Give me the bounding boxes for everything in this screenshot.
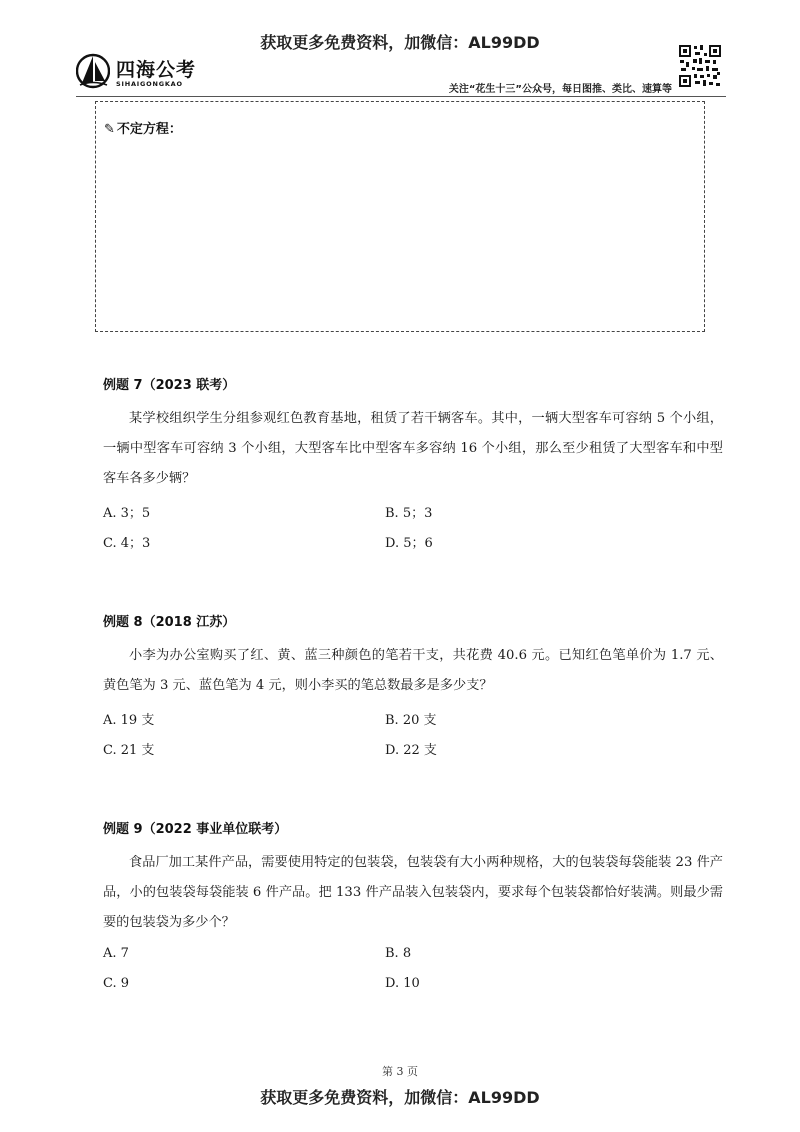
question-stem: 食品厂加工某件产品，需要使用特定的包装袋，包装袋有大小两种规格，大的包装袋每袋能装 23 件产品，小的包装袋每袋能装 6 件产品。把 133 件产品装入包装袋内，要求每个包装袋都恰好装满。则最少需要的包装袋为多少个？ (103, 855, 723, 930)
top-promo-banner: 获取更多免费资料，加微信：AL99DD (260, 33, 540, 52)
sail-logo-icon (76, 52, 110, 90)
note-box-label: 不定方程： (116, 122, 182, 137)
option-d: D. 22 支 (385, 743, 437, 758)
option-b: B. 5；3 (385, 506, 433, 521)
question-title: 例题 8（2018 江苏） (103, 615, 236, 630)
question-options (103, 498, 723, 558)
logo-subtext: SIHAIGONGKAO (116, 80, 183, 88)
option-d: D. 10 (385, 976, 420, 991)
question-7 (103, 374, 723, 558)
option-c: C. 21 支 (103, 743, 155, 758)
option-a: A. 7 (103, 946, 129, 961)
bottom-promo-banner: 获取更多免费资料，加微信：AL99DD (260, 1088, 540, 1107)
question-8 (103, 611, 723, 765)
option-c: C. 4；3 (103, 536, 151, 551)
question-stem: 某学校组织学生分组参观红色教育基地，租赁了若干辆客车。其中，一辆大型客车可容纳 5 个小组，一辆中型客车可容纳 3 个小组，大型客车比中型客车多容纳 16 个小组，那么至少租赁了大型客车和中型客车各多少辆？ (103, 411, 723, 486)
pencil-icon: ✎ (104, 122, 115, 137)
follow-notice: 关注“花生十三”公众号，每日图推、类比、速算等 (448, 84, 672, 95)
question-stem: 小李为办公室购买了红、黄、蓝三种颜色的笔若干支，共花费 40.6 元。已知红色笔单价为 1.7 元、黄色笔为 3 元、蓝色笔为 4 元，则小李买的笔总数最多是多少支？ (103, 648, 723, 693)
question-options (103, 705, 723, 765)
option-a: A. 3；5 (103, 506, 151, 521)
option-c: C. 9 (103, 976, 130, 991)
note-box-label-row (104, 118, 182, 137)
qr-code-icon (678, 44, 722, 88)
page-number: 第 3 页 (382, 1065, 418, 1078)
option-a: A. 19 支 (103, 713, 155, 728)
option-b: B. 8 (385, 946, 412, 961)
logo (76, 52, 216, 92)
question-options (103, 942, 723, 1002)
header-divider (76, 96, 726, 97)
logo-text: 四海公考 (116, 59, 197, 81)
question-title: 例题 7（2023 联考） (103, 378, 236, 393)
question-title: 例题 9（2022 事业单位联考） (103, 822, 288, 837)
option-b: B. 20 支 (385, 713, 437, 728)
option-d: D. 5；6 (385, 536, 433, 551)
question-9 (103, 818, 723, 1002)
note-box (95, 101, 705, 332)
